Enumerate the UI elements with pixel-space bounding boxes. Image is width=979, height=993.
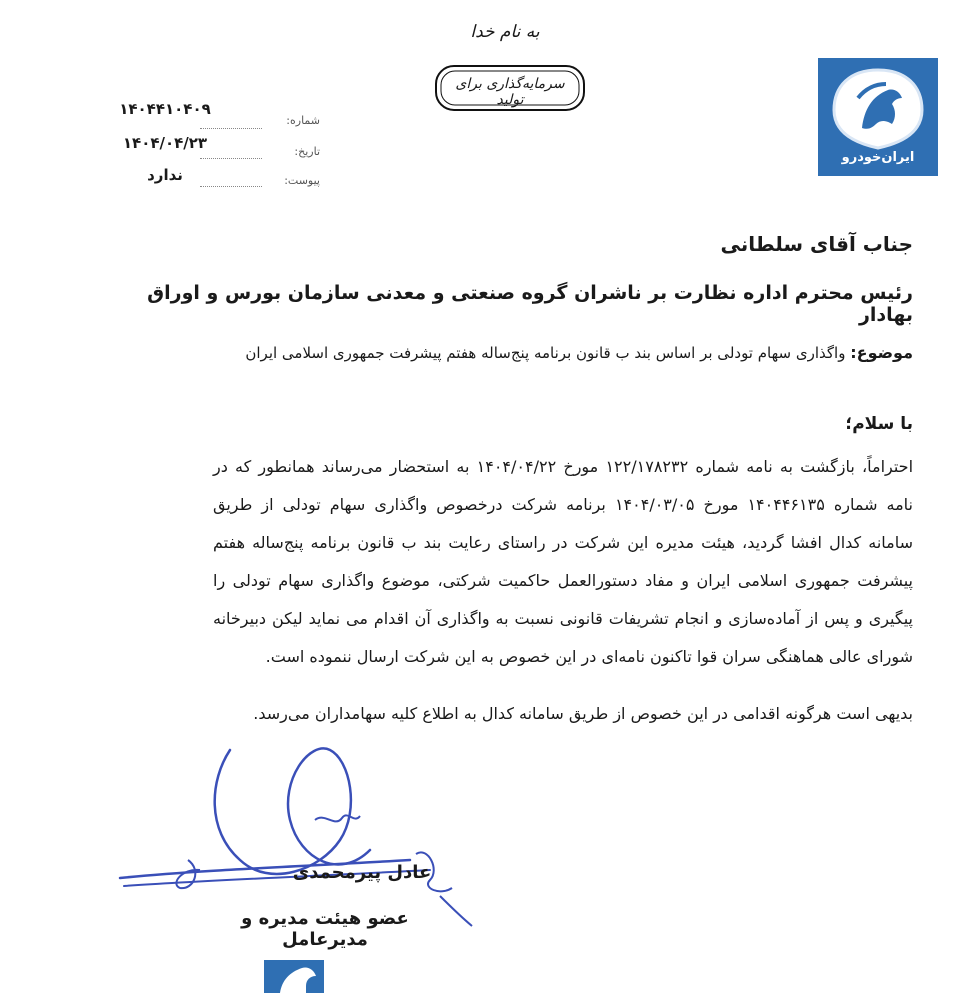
letter-body: احتراماً، بازگشت به نامه شماره ۱۲۲/۱۷۸۲۳۲ مورخ ۱۴۰۴/۰۴/۲۲ به استحضار می‌رساند همانطور که در نامه شماره ۱۴۰۴۴۶۱۳۵ مورخ ۱۴۰۴/۰۳/۰۵ برنامه شرکت درخصوص واگذاری سهام تودلی از طریق سامانه کدال افشا گردید، هیئت مدیره این شرکت در راستای رعایت بند ب قانون برنامه پنج‌ساله هفتم پیشرفت جمهوری اسلامی ایران و مفاد دستورالعمل حاکمیت شرکتی، موضوع واگذاری سهام تودلی را پیگیری و پس از آماده‌سازی و انجام تشریفات قانونی نسبت به واگذاری آن اقدام می نماید لیکن دبیرخانه شورای عالی هماهنگی سران قوا تاکنون نامه‌ای در این خصوص به این شرکت ارسال ننموده است.	[213, 457, 914, 666]
logo-caption: ایران‌خودرو	[841, 150, 915, 165]
signer-name: عادل پیرمحمدی	[292, 862, 432, 883]
subject-text: واگذاری سهام تودلی بر اساس بند ب قانون برنامه پنج‌ساله هفتم پیشرفت جمهوری اسلامی ایران	[245, 344, 846, 362]
addressee-title: رئیس محترم اداره نظارت بر ناشران گروه صنعتی و معدنی سازمان بورس و اوراق بهادار	[147, 282, 913, 326]
bismillah-heading: به نام خدا	[470, 22, 540, 42]
closing-sentence: بدیهی است هرگونه اقدامی در این خصوص از طریق سامانه کدال به اطلاع کلیه سهامداران می‌رسد.	[253, 704, 913, 723]
slogan-text: سرمایه‌گذاری برای تولید	[455, 76, 565, 108]
attachment-value: ندارد	[147, 166, 183, 184]
greeting: با سلام؛	[845, 414, 913, 434]
stamp-logo-icon	[264, 960, 324, 993]
letter-number: ۱۴۰۴۴۱۰۴۰۹	[119, 100, 211, 118]
attachment-dots	[200, 186, 262, 187]
date-dots	[200, 158, 262, 159]
signer-role: عضو هیئت مدیره و مدیرعامل	[241, 908, 409, 950]
subject-line	[133, 342, 913, 364]
date-label: تاریخ:	[294, 145, 320, 158]
number-label: شماره:	[286, 114, 320, 127]
subject-label: موضوع:	[850, 343, 913, 362]
number-dots	[200, 128, 262, 129]
attachment-label: پیوست:	[284, 174, 320, 187]
letter-date: ۱۴۰۴/۰۴/۲۳	[122, 134, 208, 152]
addressee-name: جناب آقای سلطانی	[720, 232, 913, 256]
